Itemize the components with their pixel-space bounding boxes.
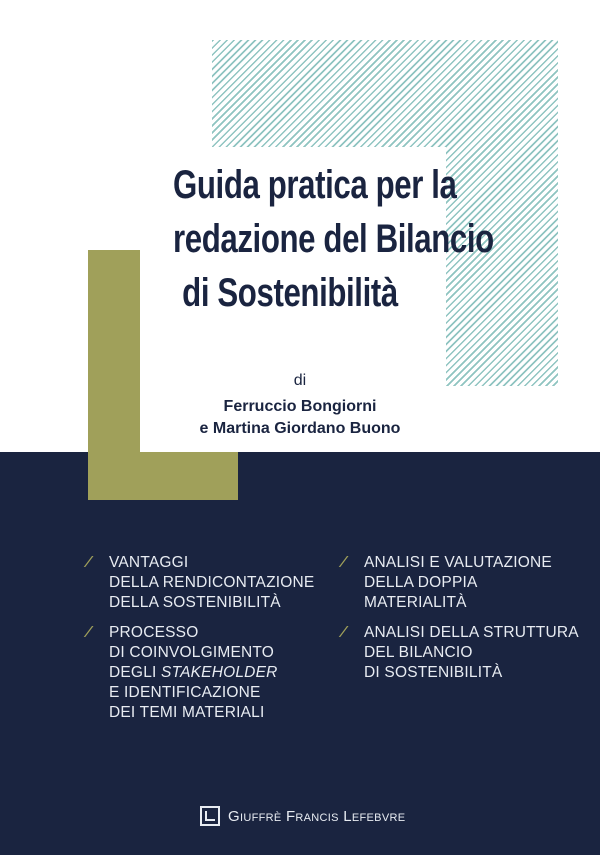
publisher-mark — [200, 804, 405, 828]
topic-line: DELLA SOSTENIBILITÀ — [109, 594, 281, 611]
topic-line: ANALISI E VALUTAZIONE — [364, 554, 552, 571]
topic-line: DEI TEMI MATERIALI — [109, 704, 265, 721]
topic-line: ANALISI DELLA STRUTTURA — [364, 624, 579, 641]
author-2: e Martina Giordano Buono — [199, 420, 401, 437]
by-label: di — [293, 372, 307, 389]
authors-block — [160, 372, 440, 440]
book-title — [173, 158, 494, 320]
slash-marker-icon: ⁄ — [87, 624, 90, 641]
topic-line: MATERIALITÀ — [364, 594, 467, 611]
topic-item — [85, 553, 335, 613]
title-line-1: Guida pratica per la — [173, 163, 457, 207]
topic-item — [340, 623, 579, 683]
topic-line: DELLA RENDICONTAZIONE — [109, 574, 315, 591]
topic-italic-term: STAKEHOLDER — [161, 664, 278, 681]
topic-line: DELLA DOPPIA — [364, 574, 478, 591]
topic-line: DEL BILANCIO — [364, 644, 473, 661]
topic-item — [340, 553, 575, 613]
publisher-logo-icon — [200, 806, 220, 826]
olive-bar-horizontal — [88, 452, 238, 500]
topic-item — [85, 623, 335, 723]
topic-line: VANTAGGI — [109, 554, 189, 571]
topic-line — [109, 663, 335, 683]
author-1: Ferruccio Bongiorni — [223, 398, 377, 415]
slash-marker-icon: ⁄ — [342, 554, 345, 571]
topics-column-right — [340, 553, 579, 693]
topic-line: DI COINVOLGIMENTO — [109, 644, 275, 661]
topic-text: DEGLI — [109, 664, 162, 681]
topic-line: PROCESSO — [109, 624, 199, 641]
title-line-3: di Sostenibilità — [182, 271, 398, 315]
slash-marker-icon: ⁄ — [342, 624, 345, 641]
topic-line: E IDENTIFICAZIONE — [109, 684, 261, 701]
title-line-2: redazione del Bilancio — [173, 217, 494, 261]
topics-column-left — [85, 553, 335, 733]
publisher-name: Giuffrè Francis Lefebvre — [228, 807, 406, 825]
slash-marker-icon: ⁄ — [87, 554, 90, 571]
topic-line: DI SOSTENIBILITÀ — [364, 664, 503, 681]
